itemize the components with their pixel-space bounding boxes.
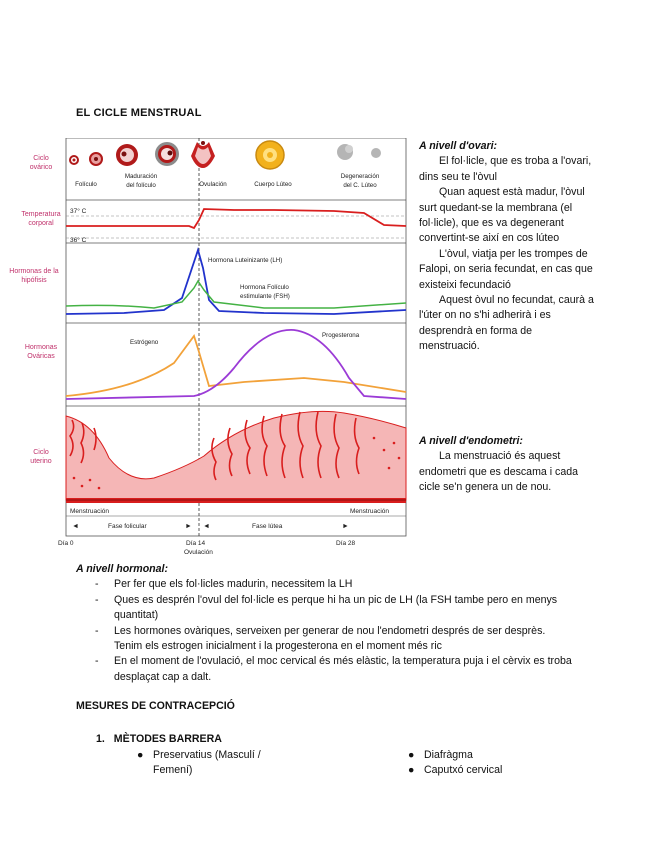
stage-degeneracion-1: Degeneración xyxy=(340,173,380,180)
hormonal-list xyxy=(76,577,576,685)
endometri-heading: A nivell d'endometri: xyxy=(419,435,523,447)
axis-ovulacion: Ovulación xyxy=(184,549,213,556)
progesterone-label: Progesterona xyxy=(322,332,360,339)
bullet-icon: ● xyxy=(408,764,415,776)
label-hormonas-ovaricas-1: Hormonas xyxy=(24,344,58,351)
fase-folicular: Fase folicular xyxy=(108,523,147,530)
ovari-paragraph: Quan aquest està madur, l'òvul surt quedant-se la membrana (el fol·licle), que es va degenerant convertint-se així en cos lúteo xyxy=(419,186,585,245)
svg-text:corporal xyxy=(28,220,54,227)
temp-36: 36° C xyxy=(70,237,87,244)
menstrual-cycle-figure xyxy=(4,138,409,558)
stage-cuerpo-luteo: Cuerpo Lúteo xyxy=(254,181,292,188)
svg-text:Hormonas xyxy=(25,344,58,351)
list-item: - En el moment de l'ovulació, el moc cervical és més elàstic, la temperatura puja i el cèrvix es troba desplaçat cap a dalt. xyxy=(76,654,576,685)
endometri-paragraph: La menstruació és aquest endometri que es descama i cada cicle se'n genera un de nou. xyxy=(419,450,578,494)
temperature-curve xyxy=(66,209,406,228)
label-temperatura-2: corporal xyxy=(28,220,54,227)
lh-label: Hormona Luteinizante (LH) xyxy=(208,257,283,264)
hormonal-heading: A nivell hormonal: xyxy=(76,563,169,575)
list-item-text: Preservatius (Masculí / Femení) xyxy=(153,749,261,776)
fsh-curve xyxy=(66,281,406,308)
stage-ovulacion: Ovulación xyxy=(199,181,227,188)
arrow-right-icon-2: ► xyxy=(342,523,349,530)
ovari-paragraph: El fol·licle, que es troba a l'ovari, dins seu te l'òvul xyxy=(419,155,592,183)
list-item xyxy=(408,748,584,763)
section-number: 1. xyxy=(96,733,105,745)
axis-dia-28: Día 28 xyxy=(336,540,356,547)
svg-text:hipófisis xyxy=(21,277,47,284)
label-temperatura-1: Temperatura xyxy=(21,211,61,218)
metodes-barrera-heading xyxy=(96,733,222,745)
svg-text:Ciclo xyxy=(33,449,49,456)
contracepcio-heading: MESURES DE CONTRACEPCIÓ xyxy=(76,700,235,712)
svg-text:Ováricas xyxy=(27,353,55,360)
label-ciclo-ovarico-2: ovárico xyxy=(29,164,53,171)
arrow-right-icon: ► xyxy=(185,523,192,530)
svg-text:Ciclo xyxy=(33,155,49,162)
ovarian-stages-icons xyxy=(70,141,381,169)
temp-37: 37° C xyxy=(70,208,87,215)
menstruacion-left: Menstruación xyxy=(70,508,110,515)
list-item: - Per fer que els fol·licles madurin, necessitem la LH xyxy=(76,577,576,592)
axis-dia-0: Día 0 xyxy=(58,540,74,547)
ovari-section xyxy=(419,139,594,355)
svg-text:uterino xyxy=(30,458,52,465)
list-item xyxy=(408,763,584,778)
svg-text:Temperatura xyxy=(21,211,60,218)
svg-text:Hormonas de la xyxy=(9,268,59,275)
list-item-text: Caputxó cervical xyxy=(424,764,503,776)
stage-maduracion-1: Maduración xyxy=(124,173,158,180)
label-ciclo-uterino-1: Ciclo xyxy=(33,449,49,456)
stage-degeneracion-2: del C. Lúteo xyxy=(343,182,377,189)
bullet-icon: ● xyxy=(408,749,415,761)
arrow-left-icon-2: ◄ xyxy=(203,523,210,530)
label-hormonas-hipofisis-2: hipófisis xyxy=(21,277,47,284)
fsh-label-1: Hormona Folículo xyxy=(240,284,289,291)
hormonal-section xyxy=(76,562,576,685)
label-hormonas-hipofisis-1: Hormonas de la xyxy=(9,268,59,275)
arrow-left-icon: ◄ xyxy=(72,523,79,530)
menstruacion-right: Menstruación xyxy=(350,508,390,515)
estrogen-label: Estrógeno xyxy=(130,339,159,346)
page-title: EL CICLE MENSTRUAL xyxy=(76,107,202,119)
ovari-paragraph: Aquest òvul no fecundat, caurà a l'úter on no s'hi adherirà i es desprendrà en forma de menstruació. xyxy=(419,294,594,353)
list-item: - Ques es desprén l'ovul del fol·licle es perque hi ha un pic de LH (la FSH tambe pero en menys quantitat) xyxy=(76,593,576,624)
section-title: MÈTODES BARRERA xyxy=(113,733,222,745)
list-item xyxy=(137,748,293,778)
list-item: - Les hormones ovàriques, serveixen per generar de nou l'endometri després de ser desprès. Tenim els estrogen inicialment i la progesterona en el moment més ric xyxy=(76,624,576,655)
fsh-label-2: estimulante (FSH) xyxy=(240,293,290,300)
list-item-text: Diafràgma xyxy=(424,749,473,761)
label-ciclo-uterino-2: uterino xyxy=(30,458,52,465)
fase-lutea: Fase lútea xyxy=(252,523,283,530)
axis-dia-14: Día 14 xyxy=(186,540,206,547)
ovari-heading: A nivell d'ovari: xyxy=(419,140,498,152)
svg-text:ovárico xyxy=(30,164,53,171)
stage-maduracion-2: del folículo xyxy=(126,182,156,189)
label-hormonas-ovaricas-2: Ováricas xyxy=(27,353,55,360)
bullet-icon: ● xyxy=(137,749,144,761)
label-ciclo-ovarico-1: Ciclo xyxy=(33,155,49,162)
endometri-section xyxy=(419,434,594,496)
stage-foliculo: Folículo xyxy=(75,181,97,188)
ovari-paragraph: L'òvul, viatja per les trompes de Falopi, on seria fecundat, en cas que existeixi fecundació xyxy=(419,247,593,291)
progesterone-curve xyxy=(66,330,406,399)
